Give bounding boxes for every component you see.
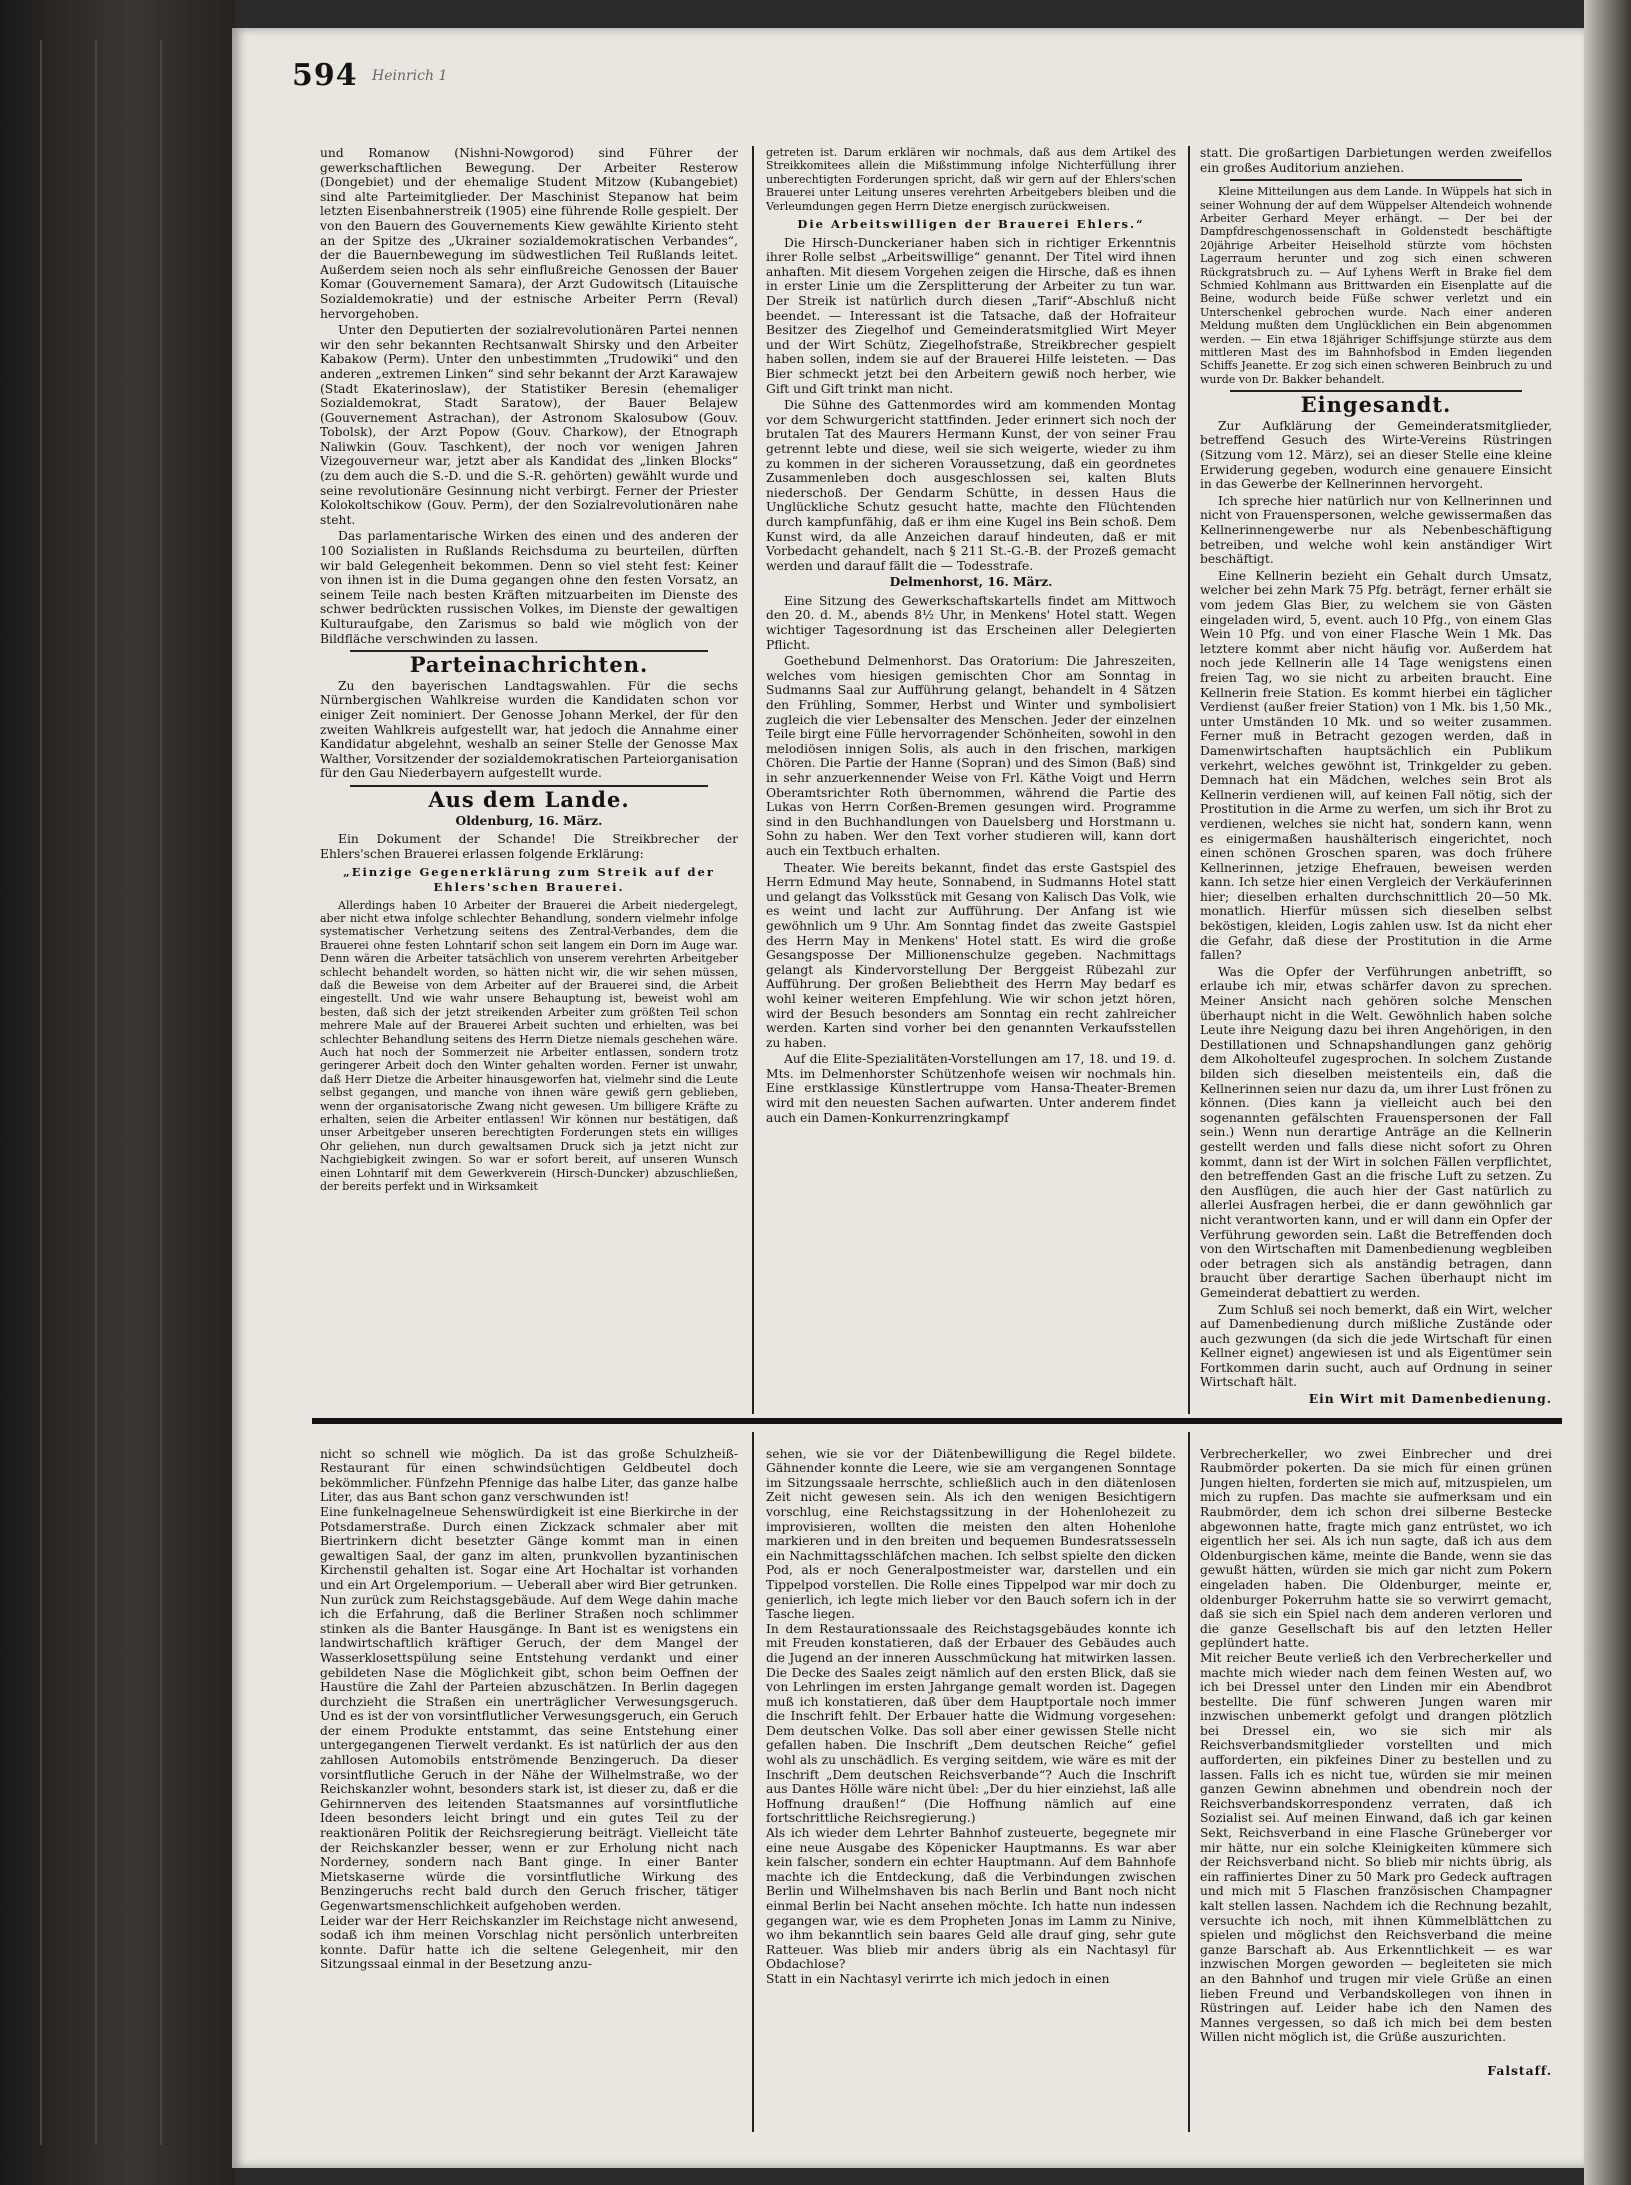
heading-eingesandt: Eingesandt. (1300, 392, 1452, 418)
page-number: 594 (292, 58, 358, 93)
dateline-oldenburg: Oldenburg, 16. März. (455, 812, 603, 828)
col3-p1: Kleine Mitteilungen aus dem Lande. In Wüppels hat sich in seiner Wohnung der auf dem Wüppelser Altendeich wohnende Arbeiter Gerhard Meyer erhängt. — Der bei der Dampfdreschgenossenschaft in Goldenstedt beschäftigte 20jährige Arbeiter Heiselhold stürzte vom höchsten Lagerraum herunter und zog sich einen schweren Rückgratsbruch zu. — Auf Lyhens Werft in Brake fiel dem Schmied Kohlmann aus Brittwarden ein Eisenplatte auf die Beine, wodurch beide Füße schwer verletzt und ein Unterschenkel gebrochen wurde. Nach einer anderen Meldung mußten dem Unglücklichen ein Bein abgenommen werden. — Ein etwa 18jähriger Schiffsjunge stürzte aus dem mittleren Mast des im Bahnhofsbod in Emden liegenden Schiffs Jeanette. Er zog sich einen schweren Beinbruch zu und wurde von Dr. Bakker behandelt. (1200, 185, 1552, 386)
divider (1230, 179, 1522, 181)
column-rule (752, 1432, 754, 2132)
col1-p3: Das parlamentarische Wirken des einen und des anderen der 100 Sozialisten in Rußlands Reichsduma zu beurteilen, dürften wir bald Gelegenheit bekommen. Denn so viel steht fest: Keiner von ihnen ist in die Duma gegangen ohne den festen Vorsatz, an seinem Teile nach besten Kräften mitzuarbeiten im Dienste des schwer bedrückten russischen Volkes, im Dienste der gewaltigen Kulturaufgabe, den Zarismus so bald wie möglich von der Bildfläche verschwinden zu lassen. (320, 529, 738, 646)
col2-p1: Die Hirsch-Dunckerianer haben sich in richtiger Erkenntnis ihrer Rolle selbst „Arbeitswillige“ genannt. Der Titel wird ihnen anhaften. Mit diesem Vorgehen zeigen die Hirsche, daß es ihnen in erster Linie um die Zersplitterung der Arbeiter zu tun war. Der Streik ist natürlich durch diesen „Tarif“-Abschluß nicht beendet. — Interessant ist die Tatsache, daß der Hofraiteur Besitzer des Ziegelhof und Gemeinderatsmitglied Wirt Meyer und der Wirt Schütz, Ziegelhofstraße, Streikbrecher gespielt haben sollen, indem sie auf der Brauerei Hilfe leisteten. — Das Bier schmeckt jetzt bei den Arbeitern gewiß noch herber, wie Gift und Gift trinkt man nicht. (766, 235, 1176, 396)
page-edge (1584, 0, 1631, 2185)
col2-signature: Die Arbeitswilligen der Brauerei Ehlers.“ (797, 217, 1145, 232)
col1-dokument: Ein Dokument der Schande! Die Streikbrecher der Ehlers'schen Brauerei erlassen folgende Erklärung: (320, 832, 738, 861)
col3-p3: Ich spreche hier natürlich nur von Kellnerinnen und nicht von Frauenspersonen, welche gewissermaßen das Kellnerinnengewerbe nur als Nebenbeschäftigung betreiben, und welche wohl kein anständiger Wirt beschäftigt. (1200, 493, 1552, 567)
column-1 (320, 146, 738, 1414)
column-rule (1188, 146, 1190, 1414)
col2-p2: Die Sühne des Gattenmordes wird am kommenden Montag vor dem Schwurgericht stattfinden. Jeder erinnert sich noch der brutalen Tat des Maurers Hermann Kunst, der von seiner Frau getrennt lebte und diese, weil sie sich weigerte, wieder zu ihm zu kommen in der sicheren Voraussetzung, daß ein geordnetes Zusammenleben doch ausgeschlossen sei, kalten Bluts niederschoß. Der Gendarm Schütte, in dessen Haus die Unglückliche Schutz gesucht hatte, machte den Flüchtenden durch kampfunfähig, daß er ihm eine Kugel ins Bein schoß. Dem Kunst wird, da alle Anzeichen darauf hindeuten, daß er mit Vorbedacht gehandelt, nach § 211 St.-G.-B. der Prozeß gemacht werden und darauf fällt die — Todesstrafe. (766, 398, 1176, 573)
col2-p3: Eine Sitzung des Gewerkschaftskartells findet am Mittwoch den 20. d. M., abends 8½ Uhr, in Menkens' Hotel statt. Wegen wichtiger Tagesordnung ist das Erscheinen aller Delegierten Pflicht. (766, 593, 1176, 652)
feuilleton-signature: Falstaff. (1487, 2062, 1552, 2078)
col2-p6: Auf die Elite-Spezialitäten-Vorstellungen am 17, 18. und 19. d. Mts. im Delmenhorster Schützenhofe weisen wir nochmals hin. Eine erstklassige Künstlertruppe vom Hansa-Theater-Bremen wird mit den neuesten Sachen aufwarten. Unter anderem findet auch ein Damen-Konkurrenzringkampf (766, 1052, 1176, 1125)
col2-intro: getreten ist. Darum erklären wir nochmals, daß aus dem Artikel des Streikkomitees allein die Mißstimmung infolge Nichterfüllung ihrer unberechtigten Forderungen spricht, daß wir gern auf der Ehlers'schen Brauerei unter Leitung unseres verehrten Arbeitgebers bleiben und die Verleumdungen gegen Herrn Dietze energisch zurückweisen. (766, 146, 1176, 213)
col3-p4: Eine Kellnerin bezieht ein Gehalt durch Umsatz, welcher bei zehn Mark 75 Pfg. beträgt, ferner erhält sie vom jedem Glas Bier, zu welchem sie von Gästen eingeladen wird, 5, event. auch 10 Pfg., von einem Glas Wein 10 Pfg. und von einer Flasche Wein 1 Mk. Das letztere kommt aber nicht häufig vor. Außerdem hat noch jede Kellnerin alle 14 Tage wenigstens einen freien Tag, wo sie nicht zu arbeiten braucht. Eine Kellnerin freie Station. Es kommt hierbei ein täglicher Verdienst (außer freier Station) von 1 Mk. bis 1,50 Mk., unter Umständen 10 Mk. und so weiter zusammen. Ferner muß in Betracht gezogen werden, daß in Damenwirtschaften hauptsächlich ein Publikum verkehrt, welches gewöhnt ist, Trinkgelder zu geben. Demnach hat ein Mädchen, welches sein Brot als Kellnerin verdienen will, auf keinen Fall nötig, sich der Prostitution in die Arme zu werfen, um sich ihr Brot zu verdienen, welches sie nicht hat, sondern kann, wenn es einigermaßen haushälterisch eingerichtet, noch einen schönen Groschen sparen, was doch frühere Kellnerinnen, jetzige Ehefrauen, beweisen werden kann. Ich setze hier einen Vergleich der Verkäuferinnen hier; dieselben erhalten durchschnittlich 20—50 Mk. monatlich. Hierfür müssen sich dieselben selbst beköstigen, kleiden, Logis zahlen usw. Ist da nicht eher die Gefahr, daß diese der Prostitution in die Arme fallen? (1200, 568, 1552, 963)
feuilleton-text-2: sehen, wie sie vor der Diätenbewilligung die Regel bildete. Gähnender konnte die Leere, wie sie am vergangenen Sonntage im Sitzungssaale herrschte, schließlich auch in den diätenlosen Zeit nicht gewesen sein. Als ich den wenigen Besichtigern vorschlug, eine Reichstagssitzung in der Hohenlohezeit zu improvisieren, wollten die meisten den alten Hohenlohe markieren und in den breiten und bequemen Bundesratssesseln ein Nachmittagsschläfchen machen. Ich selbst spielte den dicken Pod, als er noch Generalpostmeister war, darstellen und ein Tippelpod vorstellen. Die Rolle eines Tippelpod war mir doch zu genierlich, ich legte mich lieber vor den Bauch sofern ich in der Tasche liegen. In dem Restaurationssaale des Reichstagsgebäudes konnte ich mit Freuden konstatieren, daß der Erbauer des Gebäudes auch die Jugend an der inneren Ausschmückung hat mitwirken lassen. Die Decke des Saales zeigt nämlich auf den ersten Blick, daß sie von Lehrlingen im ersten Jahrgange gemalt worden ist. Dagegen muß ich konstatieren, daß über dem Hauptportale noch immer die Inschrift fehlt. Der Erbauer hatte die Widmung vorgesehen: Dem deutschen Volke. Das soll aber einer gewissen Stelle nicht gefallen haben. Die Inschrift „Dem deutschen Reiche“ gefiel wohl als zu unschädlich. Es verging seitdem, wie wäre es mit der Inschrift „Dem deutschen Reichsverbande“? Auch die Inschrift aus Dantes Hölle wäre nicht übel: „Der du hier einziehst, laß alle Hoffnung draußen!“ (Die Hoffnung nämlich auf eine fortschrittliche Reichsregierung.) Als ich wieder dem Lehrter Bahnhof zusteuerte, begegnete mir eine neue Ausgabe des Köpenicker Hauptmanns. Es war aber kein falscher, sondern ein echter Hauptmann. Auf dem Bahnhofe machte ich die Entdeckung, daß die Verbindungen zwischen Berlin und Wilhelmshaven bis nach Berlin und Bant noch nicht einmal Berlin bei Nacht ansehen möchte. Ich hatte nun indessen gegangen war, wie es dem Propheten Jonas im Lamm zu Ninive, wo ihm bekanntlich sein baares Geld alle drauf ging, sehr gute Ratteuer. Was blieb mir anders übrig als ein Nachtasyl für Obdachlose? Statt in ein Nachtasyl verirrte ich mich jedoch in einen (766, 1446, 1176, 1986)
col3-p6: Zum Schluß sei noch bemerkt, daß ein Wirt, welcher auf Damenbedienung durch mißliche Zustände oder auch gezwungen (da sich die jede Wirtschaft für einen Kellner eignet) angewiesen ist und als Eigentümer sein Fortkommen darin sucht, auch auf Ordnung in seiner Wirtschaft hält. (1200, 1302, 1552, 1390)
feuilleton-text-3: Verbrecherkeller, wo zwei Einbrecher und drei Raubmörder pokerten. Da sie mich für einen grünen Jungen hielten, forderten sie mich auf, mitzuspielen, um mich zu rupfen. Das machte sie aufmerksam und ein Raubmörder, dem ich schon drei silberne Bestecke abgewonnen hatte, fragte mich ganz entrüstet, wo ich eigentlich her sei. Als ich nun sagte, daß ich aus dem Oldenburgischen käme, meinte die Bande, wenn sie das gewußt hätten, würden sie mich gar nicht zum Pokern eingeladen haben. Die Oldenburger, meinte er, oldenburger Pokerruhm hatte sie so verwirrt gemacht, daß sie sich ein Spiel nach dem anderen verloren und die ganze Gesellschaft bis auf den letzten Heller geplündert hatte. Mit reicher Beute verließ ich den Verbrecherkeller und machte mich wieder nach dem feinen Westen auf, wo ich bei Dressel unter den Linden mir ein Abendbrot bestellte. Die fünf schweren Jungen waren mir inzwischen unbemerkt gefolgt und drangen plötzlich bei Dressel ein, wo sie sich mir als Reichsverbandsmitglieder vorstellten und mich aufforderten, ein pikfeines Diner zu bestellen und zu lassen. Falls ich es nicht tue, würden sie mir meinen ganzen Gewinn abnehmen und obendrein noch der Reichsverbandskorrespondenz verraten, daß ich Sozialist sei. Auf meinen Einwand, daß ich gar keinen Sekt, Reichsverband in eine Flasche Grüneberger vor mir hätte, nur ein solche Kleinigkeiten kümmere sich der Reichsverband nicht. So blieb mir nichts übrig, als ein raffiniertes Diner zu 50 Mark pro Gedeck auftragen und mich mit 5 Flaschen französischen Champagner kalt stellen lassen. Nachdem ich die Rechnung bezahlt, versuchte ich noch, mit ihnen Kümmelblättchen zu spielen und möglichst den Reichsverband die meine ganze Barschaft ab. Aus Erkenntlichkeit — es war inzwischen Morgen geworden — begleiteten sie mich an den Bahnhof und trugen mir viele Grüße an einen lieben Freund und Verbandskollegen von ihnen in Rüstringen auf. Leider habe ich den Namen des Mannes vergessen, so daß ich mich bei dem besten Willen nicht möglich ist, die Grüße auszurichten. (1200, 1446, 1552, 2045)
newspaper-page (232, 28, 1584, 2168)
dateline-delmenhorst: Delmenhorst, 16. März. (889, 574, 1053, 590)
feuilleton-col-1 (320, 1432, 738, 2132)
feuilleton-rule (312, 1418, 1562, 1424)
col3-signature: Ein Wirt mit Damenbedienung. (1308, 1391, 1552, 1407)
column-3 (1200, 146, 1552, 1414)
col1-p2: Unter den Deputierten der sozialrevolutionären Partei nennen wir den sehr bekannten Rechtsanwalt Shirsky und den Arbeiter Kabakow (Perm). Unter den unbestimmten „Trudowiki“ und den anderen „extremen Linken“ sind sehr bekannt der Arzt Karawajew (Stadt Ekaterinoslaw), der Statistiker Beresin (ehemaliger Sozialdemokrat, Stadt Saratow), der Bauer Belajew (Gouvernement Astrachan), der Astronom Skalosubow (Gouv. Tobolsk), der Arzt Popow (Gouv. Charkow), der Etnograph Naliwkin (Gouv. Taschkent), der noch vor wenigen Jahren Vizegouverneur war, jetzt aber als Kandidat des „linken Blocks“ (zu dem auch die S.-D. und die S.-R. gehörten) gewählt wurde und seine revolutionäre Gesinnung nicht verbirgt. Ferner der Priester Kolokoltschikow (Gouv. Perm), der den Sozialrevolutionären nahe steht. (320, 323, 738, 527)
col3-p5: Was die Opfer der Verführungen anbetrifft, so erlaube ich mir, etwas schärfer davon zu sprechen. Meiner Ansicht nach gehören solche Menschen überhaupt nicht in die Welt. Gewöhnlich haben solche Leute ihre Neigung dazu bei ihren Angehörigen, in den Destillationen und Schnapshandlungen ganz gehörig dem Alkoholteufel zugesprochen. In solchem Zustande bilden sich dieselben meistenteils ein, daß die Kellnerinnen seien nur dazu da, um ihrer Lust frönen zu können. (Dies kann ja vielleicht auch bei den sogenannten gefälschten Frauenspersonen der Fall sein.) Wenn nun derartige Anträge an die Kellnerin gestellt werden und falls diese nicht sofort zu Ohren kommt, dann ist der Wirt in solchen Fällen verpflichtet, den betreffenden Gast an die frische Luft zu setzen. Zu den Ausflügen, die auch hier der Gast natürlich zu allerlei Ausfragen herbei, die er dann gewöhnlich gar nicht verantworten kann, und er will dann ein Opfer der Verführung geworden sein. Laßt die Betreffenden doch von den Wirtschaften mit Damenbedienung wegbleiben oder betragen sich als anständig betragen, dann braucht über derartige Sachen überhaupt nicht im Gemeinderat debattiert zu werden. (1200, 964, 1552, 1300)
col2-p5: Theater. Wie bereits bekannt, findet das erste Gastspiel des Herrn Edmund May heute, Sonnabend, in Sudmanns Hotel statt und gelangt das Volksstück mit Gesang von Kalisch Das Volk, wie es weint und lacht zur Aufführung. Der Anfang ist wie gewöhnlich um 9 Uhr. Am Sonntag findet das zweite Gastspiel des Herrn May in Menkens' Hotel statt. Es wird die große Gesangsposse Der Millionenschulze gegeben. Nachmittags gelangt als Kindervorstellung Der Berggeist Rübezahl zur Aufführung. Der großen Beliebtheit des Herrn May bedarf es wohl keiner weiteren Empfehlung. Wie wir schon jetzt hören, wird der Besuch besonders am Sonntag ein recht zahlreicher werden. Karten sind vorher bei den genannten Verkaufsstellen zu haben. (766, 860, 1176, 1050)
book-binding (0, 0, 235, 2185)
col1-dok-subtitle: „Einzige Gegenerklärung zum Streik auf der Ehlers'schen Brauerei. (343, 865, 715, 894)
feuilleton-col-2 (766, 1432, 1176, 2132)
col1-dok-body: Allerdings haben 10 Arbeiter der Brauerei die Arbeit niedergelegt, aber nicht etwa infolge schlechter Behandlung, sondern vielmehr infolge systematischer Verhetzung seitens des Zentral-Verbandes, dem die Brauerei ohne festen Lohntarif schon seit langem ein Dorn im Auge war. Denn wären die Arbeiter tatsächlich von unserem verehrten Arbeitgeber schlecht behandelt worden, so hätten nicht wir, die wir sehen müssen, daß die Beweise von dem Arbeiter auf der Brauerei sind, die Arbeit eingestellt. Und wie wahr unsere Behauptung ist, beweist wohl am besten, daß sich der jetzt streikenden Arbeiter zum größten Teil schon mehrere Male auf der Brauerei Arbeit suchten und erhielten, was bei schlechter Behandlung seitens des Herrn Dietze niemals geschehen wäre. Auch hat noch der Sommerzeit nie Arbeiter entlassen, sondern trotz geringerer Arbeit doch den Winter gehalten worden. Ferner ist unwahr, daß Herr Dietze die Arbeiter hinausgeworfen hat, vielmehr sind die Leute selbst gegangen, und manche von ihnen wäre gewiß gern geblieben, wenn der organisatorische Zwang nicht gewesen. Um billigere Kräfte zu erhalten, seien die Arbeiter entlassen! Wir können nur bestätigen, daß unser Arbeitgeber unseren berechtigten Forderungen stets ein williges Ohr geliehen, nun durch gewaltsamen Druck sich ja jetzt nicht zur Nachgiebigkeit zwingen. So war er sofort bereit, auf unseren Wunsch einen Lohntarif mit dem Gewerkverein (Hirsch-Duncker) abzuschließen, der bereits perfekt und in Wirksamkeit (320, 898, 738, 1194)
column-2 (766, 146, 1176, 1414)
feuilleton-text-1: nicht so schnell wie möglich. Da ist das große Schulzheiß-Restaurant für einen schwindsüchtigen Geldbeutel doch bekömmlicher. Fünfzehn Pfennige das halbe Liter, das ganze halbe Liter, das aus Bant schon ganz verschwunden ist! Eine funkelnagelneue Sehenswürdigkeit ist eine Bierkirche in der Potsdamerstraße. Durch einen Zickzack schmaler aber mit Biertrinkern dicht besetzter Gänge kommt man in einen gewaltigen Saal, der ganz im alten, prunkvollen byzantinischen Kirchenstil gehalten ist. Sogar eine Art Hochaltar ist vorhanden und ein Art Orgelemporium. — Ueberall aber wird Bier getrunken. Nun zurück zum Reichstagsgebäude. Auf dem Wege dahin mache ich die Erfahrung, daß die Berliner Straßen noch schlimmer stinken als die Banter Hausgänge. In Bant ist es wenigstens ein landwirtschaftlich kräftiger Geruch, der dem Mangel der Wasserklosettspülung seine Entstehung verdankt und einer gebildeten Nase die Möglichkeit gibt, schon beim Oeffnen der Haustüre die Zahl der Parteien abzuschätzen. In Berlin dagegen durchzieht die Straßen ein unerträglicher Verwesungsgeruch. Und es ist der von vorsintflutlicher Verwesungsgeruch, ein Geruch der einem Produkte entstammt, das seine Entstehung einer untergegangenen Tierwelt verdankt. Es ist natürlich der aus den zahllosen Automobils entströmende Benzingeruch. Da dieser vorsintflutliche Geruch in der Nähe der Wilhelmstraße, wo der Reichskanzler wohnt, besonders stark ist, ist dieser zu, daß er die Gehirnnerven des leitenden Staatsmannes auf vorsintflutliche Ideen besonders leicht bringt und ein gutes Teil zu der reaktionären Politik der Reichsregierung beiträgt. Vielleicht täte der Reichskanzler besser, wenn er zur Erholung nicht nach Norderney, sondern nach Bant ginge. In einer Banter Mietskaserne würde die vorsintflutliche Wirkung des Benzingeruchs recht bald durch den Geruch frischer, tätiger Gegenwartsmenschlichkeit aufgehoben werden. Leider war der Herr Reichskanzler im Reichstage nicht anwesend, sodaß ich ihm meinen Vorschlag nicht persönlich unterbreiten konnte. Dafür hatte ich die seltene Gelegenheit, mir den Sitzungssaal einmal in der Besetzung anzu- (320, 1446, 738, 1972)
heading-parteinachrichten: Parteinachrichten. (409, 652, 649, 678)
column-rule (1188, 1432, 1190, 2132)
col1-partei: Zu den bayerischen Landtagswahlen. Für die sechs Nürnbergischen Wahlkreise wurden die Kandidaten schon vor einiger Zeit nominiert. Der Genosse Johann Merkel, der für den zweiten Wahlkreis aufgestellt war, hat jedoch die Annahme einer Kandidatur abgelehnt, weshalb an seiner Stelle der Genosse Max Walther, Vorsitzender der sozialdemokratischen Parteiorganisation für den Gau Niederbayern aufgestellt wurde. (320, 678, 738, 781)
col2-p4: Goethebund Delmenhorst. Das Oratorium: Die Jahreszeiten, welches vom hiesigen gemischten Chor am Sonntag in Sudmanns Saal zur Aufführung gelangt, behandelt in 4 Sätzen den Frühling, Sommer, Herbst und Winter und symbolisiert zugleich die vier Lebensalter des Menschen. Jeder der einzelnen Teile birgt eine Fülle hervorragender Schönheiten, sowohl in den melodiösen innigen Solis, als auch in den frischen, markigen Chören. Die Partie der Hanne (Sopran) und des Simon (Baß) sind in sehr anzuerkennender Weise von Frl. Käthe Voigt und Herrn Oberamtsrichter Roth übernommen, während die Partie des Lukas von Herrn Corßen-Bremen gesungen wird. Programme sind in den Buchhandlungen von Dauelsberg und Horstmann u. Sohn zu haben. Wer den Text vorher studieren will, kann dort auch ein Textbuch erhalten. (766, 654, 1176, 858)
column-rule (752, 146, 754, 1414)
col3-intro: statt. Die großartigen Darbietungen werden zweifellos ein großes Auditorium anziehen. (1200, 146, 1552, 175)
feuilleton-col-3 (1200, 1432, 1552, 2132)
heading-aus-dem-lande: Aus dem Lande. (428, 786, 630, 812)
handwritten-note: Heinrich 1 (372, 68, 448, 84)
col1-intro: und Romanow (Nishni-Nowgorod) sind Führer der gewerkschaftlichen Bewegung. Der Arbeiter Resterow (Dongebiet) und der ehemalige Student Mitzow (Kubangebiet) sind alte Parteimitglieder. Der Maschinist Stepanow hat beim letzten Eisenbahnerstreik (1905) eine führende Rolle gespielt. Der von den Bauern des Gouvernements Kiew gewählte Kiriento steht an der Spitze des „Ukrainer sozialdemokratischen Verbandes“, der die Bauernbewegung im südwestlichen Teil Rußlands leitet. Außerdem seien noch als sehr einflußreiche Genossen der Bauer Komar (Gouvernement Samara), der Arzt Gudowitsch (Litauische Sozialdemokratie) und der estnische Arbeiter Perrn (Reval) hervorgehoben. (320, 146, 738, 321)
col3-p2: Zur Aufklärung der Gemeinderatsmitglieder, betreffend Gesuch des Wirte-Vereins Rüstringen (Sitzung vom 12. März), sei an dieser Stelle eine kleine Erwiderung gegeben, wodurch eine genauere Einsicht in das Gewerbe der Kellnerinnen hervorgeht. (1200, 418, 1552, 492)
